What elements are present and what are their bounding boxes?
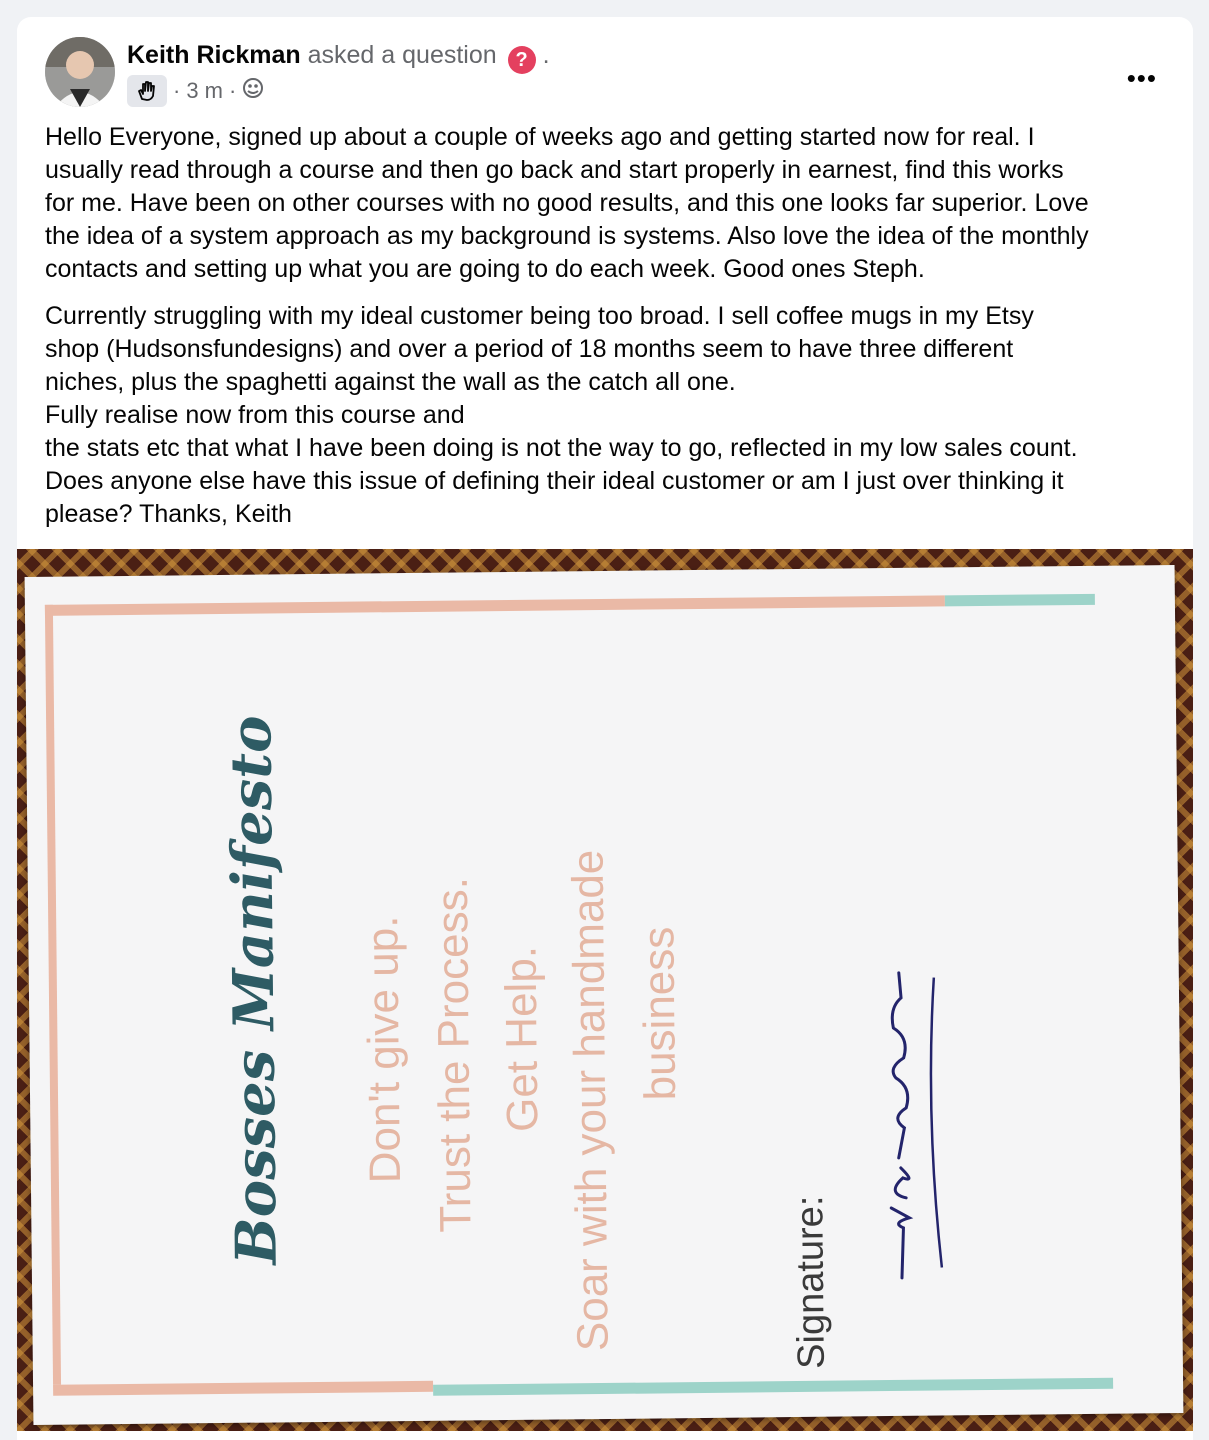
manifesto-paper <box>25 565 1184 1425</box>
text-line: Fully realise now from this course and <box>45 401 465 429</box>
manifesto-line: Soar with your handmade <box>563 849 618 1352</box>
text-line: contacts and setting up what you are going to do each week. Good ones Steph. <box>45 255 925 283</box>
post-meta <box>127 75 264 107</box>
meta-separator: · <box>173 78 181 103</box>
decor-stripe <box>433 1378 1113 1396</box>
post-body <box>45 121 1170 545</box>
manifesto-title: Bosses Manifesto <box>218 715 290 1265</box>
text-line: Does anyone else have this issue of defining their ideal customer or am I just over thinking it <box>45 467 1064 495</box>
avatar[interactable] <box>45 37 115 107</box>
post-paragraph-2 <box>45 300 1170 531</box>
text-line: please? Thanks, Keith <box>45 500 292 528</box>
text-line: for me. Have been on other courses with no good results, and this one looks far superior. Love <box>45 189 1089 217</box>
decor-stripe <box>945 594 1095 607</box>
post-paragraph-1 <box>45 121 1170 286</box>
decor-stripe <box>45 595 945 615</box>
text-line: usually read through a course and then go back and start properly in earnest, find this works <box>45 156 1064 184</box>
decor-stripe <box>45 605 61 1385</box>
text-line: shop (Hudsonsfundesigns) and over a period of 18 months seem to have three different <box>45 335 1014 363</box>
text-line: Hello Everyone, signed up about a couple of weeks ago and getting started now for real. I <box>45 123 1035 151</box>
avatar-photo-icon <box>45 37 115 107</box>
manifesto-line: Don't give up. <box>358 915 410 1184</box>
trailing-dot: . <box>542 41 550 69</box>
more-options-button[interactable]: ••• <box>1126 63 1157 93</box>
manifesto-line: Trust the Process. <box>427 876 481 1233</box>
wave-hand-icon[interactable] <box>127 75 167 107</box>
text-line: the stats etc that what I have been doing is not the way to go, reflected in my low sales count. <box>45 434 1078 462</box>
post-time[interactable]: 3 m <box>186 78 224 103</box>
text-line: Currently struggling with my ideal customer being too broad. I sell coffee mugs in my Etsy <box>45 302 1034 330</box>
post-header <box>45 37 1165 109</box>
question-icon: ? <box>508 46 536 74</box>
text-line: the idea of a system approach as my background is systems. Also love the idea of the monthly <box>45 222 1089 250</box>
signature-mark <box>829 967 972 1288</box>
post-photo[interactable] <box>17 549 1193 1431</box>
post-action: asked a question <box>307 41 497 69</box>
author-name[interactable]: Keith Rickman <box>127 41 301 69</box>
meta-separator: · <box>229 78 237 103</box>
decor-stripe <box>53 1381 433 1396</box>
manifesto-line: business <box>634 926 686 1101</box>
post-card <box>17 17 1193 1440</box>
manifesto-line: Get Help. <box>496 945 548 1133</box>
text-line: niches, plus the spaghetti against the wall as the catch all one. <box>45 368 736 396</box>
signature-label: Signature: <box>789 1195 833 1370</box>
author-line <box>127 41 550 74</box>
group-icon <box>242 77 264 105</box>
